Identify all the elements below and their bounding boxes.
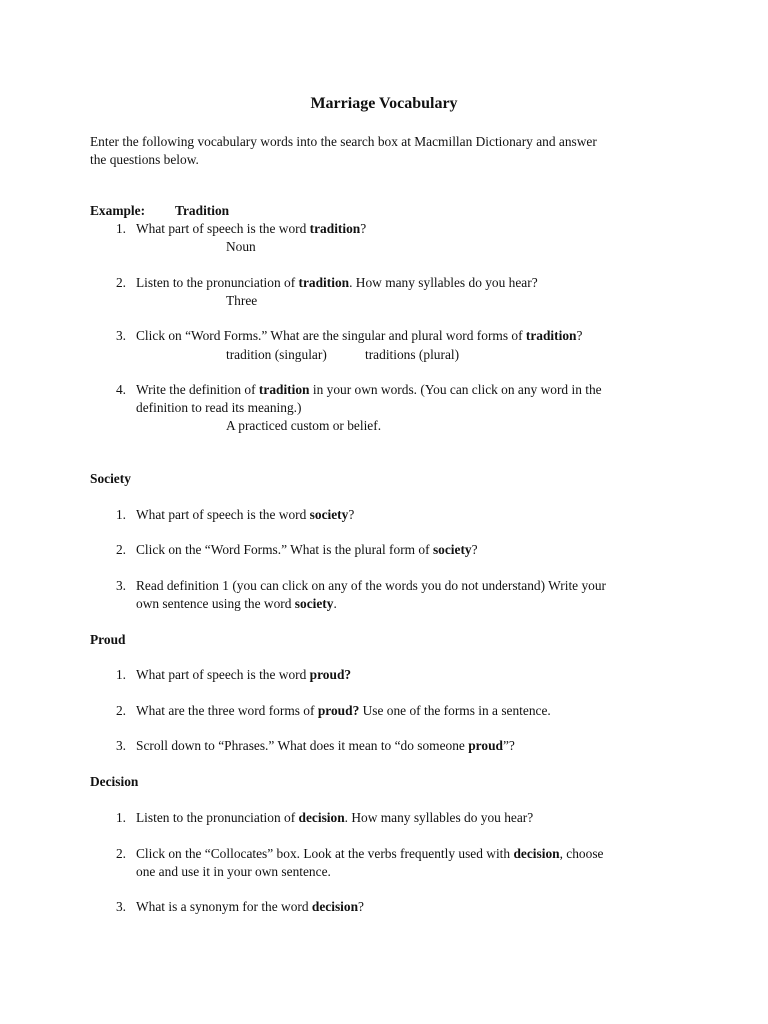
- question-text: What is a synonym for the word: [136, 899, 312, 914]
- example-q3-answer-plural: traditions (plural): [365, 347, 460, 362]
- example-q4-text-line-2: definition to read its meaning.): [136, 400, 302, 415]
- question-text: What part of speech is the word: [136, 221, 310, 236]
- question-text: Listen to the pronunciation of: [136, 275, 299, 290]
- example-q4-text: [136, 381, 602, 399]
- decision-q3-number: 3.: [115, 899, 126, 914]
- decision-q3-text: [136, 898, 364, 916]
- question-text: ”?: [502, 738, 515, 753]
- proud-q1-number: 1.: [115, 667, 126, 682]
- question-text: Scroll down to “Phrases.” What does it mean to “do someone: [136, 738, 469, 753]
- decision-q1-number: 1.: [115, 810, 126, 825]
- decision-q2-number: 2.: [115, 846, 126, 861]
- vocab-word: decision: [298, 810, 345, 825]
- vocab-word: proud?: [317, 703, 360, 718]
- vocab-word: society: [294, 596, 334, 611]
- example-q4-answer: A practiced custom or belief.: [226, 418, 382, 433]
- society-q3-number: 3.: [115, 578, 126, 593]
- vocab-word: tradition: [298, 275, 350, 290]
- proud-heading: Proud: [90, 632, 126, 647]
- example-word: Tradition: [175, 203, 230, 218]
- vocab-word: tradition: [525, 328, 577, 343]
- example-q3-number: 3.: [115, 328, 126, 343]
- proud-q3-number: 3.: [115, 738, 126, 753]
- question-text: . How many syllables do you hear?: [349, 275, 538, 290]
- example-heading: [90, 202, 229, 220]
- proud-q2-text: [136, 702, 551, 720]
- question-text: Use one of the forms in a sentence.: [359, 703, 551, 718]
- vocab-word: society: [309, 507, 349, 522]
- vocab-word: tradition: [309, 221, 361, 236]
- question-text: Listen to the pronunciation of: [136, 810, 299, 825]
- example-q3-answer-singular: tradition (singular): [226, 347, 327, 362]
- question-text: Click on “Word Forms.” What are the singular and plural word forms of: [136, 328, 526, 343]
- question-text: What part of speech is the word: [136, 507, 310, 522]
- vocab-word: tradition: [258, 382, 310, 397]
- decision-q2-text-line-2: one and use it in your own sentence.: [136, 864, 331, 879]
- question-text: ?: [576, 328, 583, 343]
- society-q1-text: [136, 506, 354, 524]
- question-text: ?: [358, 899, 364, 914]
- question-text: .: [333, 596, 337, 611]
- vocab-word: proud?: [309, 667, 352, 682]
- example-q1-answer: Noun: [226, 239, 256, 254]
- society-q3-text: Read definition 1 (you can click on any of the words you do not understand) Write your: [136, 578, 607, 593]
- question-text: . How many syllables do you hear?: [344, 810, 534, 825]
- decision-heading: Decision: [90, 774, 139, 789]
- question-text: own sentence using the word: [136, 596, 295, 611]
- example-q1-text: [136, 220, 366, 238]
- question-text: , choose: [559, 846, 604, 861]
- society-q2-text: [136, 541, 478, 559]
- question-text: ?: [360, 221, 367, 236]
- question-text: ?: [471, 542, 478, 557]
- vocab-word: society: [432, 542, 472, 557]
- example-q2-number: 2.: [115, 275, 126, 290]
- example-q1-number: 1.: [115, 221, 126, 236]
- intro-line-2: the questions below.: [90, 152, 199, 167]
- society-q1-number: 1.: [115, 507, 126, 522]
- question-text: Click on the “Word Forms.” What is the plural form of: [136, 542, 433, 557]
- decision-q2-text: [136, 845, 603, 863]
- vocab-word: proud: [468, 738, 503, 753]
- question-text: Click on the “Collocates” box. Look at the verbs frequently used with: [136, 846, 514, 861]
- proud-q3-text: [136, 737, 515, 755]
- decision-q1-text: [136, 809, 533, 827]
- question-text: ?: [348, 507, 355, 522]
- example-label: Example:: [90, 203, 146, 218]
- intro-paragraph: [90, 133, 690, 169]
- proud-q1-text: [136, 666, 351, 684]
- example-q3-text: [136, 327, 582, 345]
- intro-line-1: Enter the following vocabulary words into the search box at Macmillan Dictionary and answer: [90, 134, 597, 149]
- society-q2-number: 2.: [115, 542, 126, 557]
- question-text: Write the definition of: [136, 382, 259, 397]
- society-q3-text-line-2: [136, 595, 337, 613]
- question-text: What part of speech is the word: [136, 667, 310, 682]
- example-q2-text: [136, 274, 538, 292]
- vocab-word: decision: [513, 846, 560, 861]
- example-q2-answer: Three: [226, 293, 258, 308]
- example-q4-number: 4.: [115, 382, 126, 397]
- vocab-word: decision: [311, 899, 359, 914]
- question-text: in your own words. (You can click on any word in the: [309, 382, 602, 397]
- society-heading: Society: [90, 471, 131, 486]
- proud-q2-number: 2.: [115, 703, 126, 718]
- question-text: What are the three word forms of: [136, 703, 318, 718]
- page-title: Marriage Vocabulary: [310, 95, 458, 112]
